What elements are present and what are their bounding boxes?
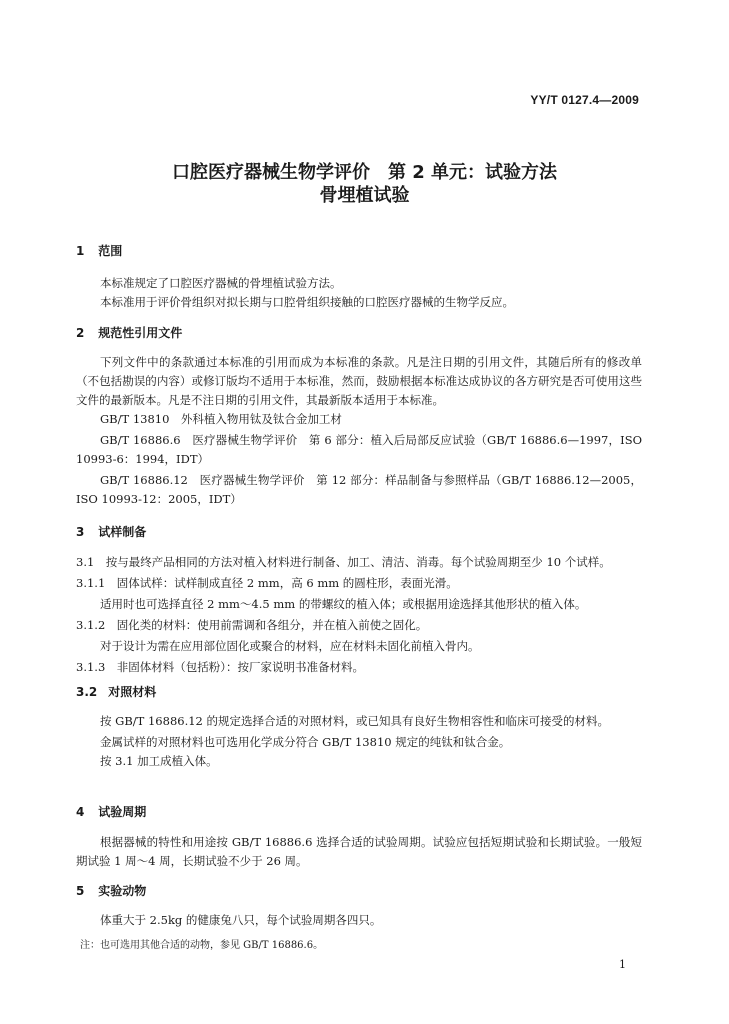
section-title: 试验周期	[98, 805, 147, 819]
section-title: 实验动物	[98, 884, 147, 898]
section-3-2-heading	[76, 683, 642, 702]
section-3-heading	[76, 523, 642, 542]
section-5-heading	[76, 882, 642, 901]
clause-3-1-2: 3.1.2 固化类的材料：使用前需调和各组分，并在植入前使之固化。	[76, 618, 428, 632]
section-2	[76, 324, 642, 343]
section-4	[76, 803, 642, 822]
paragraph: 金属试样的对照材料也可选用化学成分符合 GB/T 13810 规定的纯钛和钛合金。	[100, 735, 511, 749]
paragraph: 对于设计为需在应用部位固化或聚合的材料，应在材料未固化前植入骨内。	[100, 639, 480, 653]
clause-3-1: 3.1 按与最终产品相同的方法对植入材料进行制备、加工、清洁、消毒。每个试验周期至少 10 个试样。	[76, 555, 611, 569]
section-3-body	[76, 553, 642, 677]
reference-item: GB/T 16886.12 医疗器械生物学评价 第 12 部分：样品制备与参照样品（GB/T 16886.12—2005，ISO 10993-12：2005，IDT）	[76, 473, 642, 506]
section-number: 3	[76, 525, 85, 539]
section-3	[76, 523, 642, 542]
section-2-heading	[76, 324, 642, 343]
section-5	[76, 882, 642, 901]
section-3-2	[76, 683, 642, 702]
section-1-heading	[76, 242, 642, 261]
section-4-heading	[76, 803, 642, 822]
section-4-body	[76, 833, 642, 871]
standard-number: YY/T 0127.4—2009	[530, 93, 639, 107]
clause-3-1-1: 3.1.1 固体试样：试样制成直径 2 mm，高 6 mm 的圆柱形，表面光滑。	[76, 576, 458, 590]
document-title-line1: 口腔医疗器械生物学评价 第 2 单元：试验方法	[171, 162, 558, 183]
clause-3-1-3: 3.1.3 非固体材料（包括粉）：按厂家说明书准备材料。	[76, 660, 365, 674]
section-1	[76, 242, 642, 261]
note: 注：也可选用其他合适的动物，参见 GB/T 16886.6。	[80, 940, 324, 951]
section-5-body	[76, 911, 642, 930]
section-number: 2	[76, 326, 85, 340]
document-title-line2: 骨埋植试验	[319, 185, 410, 206]
section-title: 范围	[98, 244, 123, 258]
section-3-2-body	[76, 712, 642, 771]
paragraph: 本标准规定了口腔医疗器械的骨埋植试验方法。	[100, 276, 342, 290]
paragraph: 体重大于 2.5kg 的健康兔八只，每个试验周期各四只。	[100, 913, 382, 927]
section-title: 规范性引用文件	[98, 326, 183, 340]
paragraph: 根据器械的特性和用途按 GB/T 16886.6 选择合适的试验周期。试验应包括短期试验和长期试验。一般短期试验 1 周～4 周，长期试验不少于 26 周。	[76, 835, 642, 868]
section-number: 4	[76, 805, 85, 819]
section-2-body	[76, 353, 642, 509]
paragraph: 适用时也可选择直径 2 mm～4.5 mm 的带螺纹的植入体；或根据用途选择其他形状的植入体。	[100, 597, 587, 611]
paragraph: 本标准用于评价骨组织对拟长期与口腔骨组织接触的口腔医疗器械的生物学反应。	[100, 295, 514, 309]
reference-item: GB/T 16886.6 医疗器械生物学评价 第 6 部分：植入后局部反应试验（GB/T 16886.6—1997，ISO 10993-6：1994，IDT）	[76, 433, 642, 466]
page-number: 1	[619, 958, 626, 971]
paragraph: 下列文件中的条款通过本标准的引用而成为本标准的条款。凡是注日期的引用文件，其随后所有的修改单（不包括勘误的内容）或修订版均不适用于本标准，然而，鼓励根据本标准达成协议的各方研究是否可使用这些文件的最新版本。凡是不注日期的引用文件，其最新版本适用于本标准。	[76, 355, 642, 407]
section-title: 对照材料	[108, 685, 157, 699]
section-number: 5	[76, 884, 85, 898]
section-title: 试样制备	[98, 525, 147, 539]
section-number: 1	[76, 244, 85, 258]
reference-item: GB/T 13810 外科植入物用钛及钛合金加工材	[100, 412, 342, 426]
paragraph: 按 GB/T 16886.12 的规定选择合适的对照材料，或已知具有良好生物相容性和临床可接受的材料。	[100, 714, 610, 728]
section-number: 3.2	[76, 685, 98, 699]
section-1-body	[76, 274, 642, 312]
paragraph: 按 3.1 加工成植入体。	[100, 754, 218, 768]
